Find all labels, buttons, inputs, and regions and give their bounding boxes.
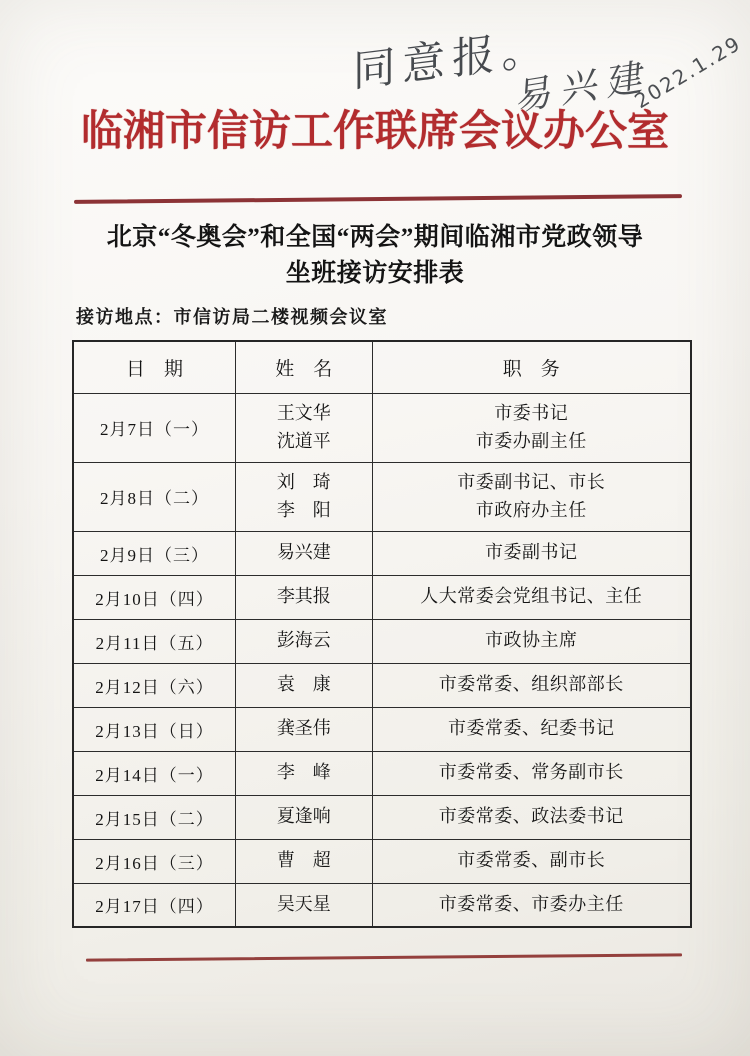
- date-cell: 2月13日（日）: [73, 707, 236, 751]
- column-header: 姓 名: [236, 341, 373, 393]
- name-cell: [236, 663, 373, 707]
- position-cell: [372, 393, 691, 462]
- name-cell: [236, 393, 373, 462]
- name-line: 沈道平: [276, 430, 331, 451]
- date-cell: 2月12日（六）: [73, 663, 236, 707]
- name-line: 易兴建: [276, 542, 331, 563]
- table-row: [73, 839, 691, 883]
- position-line: 市委副书记、市长: [457, 471, 606, 492]
- date-cell: 2月8日（二）: [73, 462, 236, 531]
- position-line: 市委常委、政法委书记: [438, 806, 624, 827]
- name-cell: [236, 462, 373, 531]
- position-line: 市委常委、副市长: [457, 850, 606, 871]
- table-row: [73, 462, 691, 531]
- position-line: 市委副书记: [485, 542, 578, 563]
- position-line: 市委常委、纪委书记: [448, 718, 615, 739]
- position-cell: [372, 795, 691, 839]
- name-line: 王文华: [276, 402, 331, 423]
- position-line: 市委书记: [494, 402, 569, 423]
- name-cell: [236, 707, 373, 751]
- position-line: 市委常委、市委办主任: [438, 893, 624, 914]
- document-title: [0, 220, 750, 293]
- schedule-table: [72, 340, 692, 928]
- date-cell: 2月7日（一）: [73, 393, 236, 462]
- position-cell: [372, 751, 691, 795]
- date-cell: 2月15日（二）: [73, 795, 236, 839]
- handwritten-date: 2022.1.29: [630, 30, 746, 114]
- position-line: 市委常委、组织部部长: [438, 674, 624, 695]
- name-cell: [236, 839, 373, 883]
- name-line: 袁 康: [276, 674, 331, 695]
- date-cell: 2月16日（三）: [73, 839, 236, 883]
- name-line: 夏逢响: [276, 806, 331, 827]
- position-line: 人大常委会党组书记、主任: [420, 586, 643, 607]
- position-cell: [372, 575, 691, 619]
- position-line: 市委常委、常务副市长: [438, 762, 624, 783]
- date-cell: 2月17日（四）: [73, 883, 236, 927]
- letterhead-rule: [74, 194, 682, 204]
- position-cell: [372, 619, 691, 663]
- location-line: 接访地点：市信访局二楼视频会议室: [76, 307, 388, 327]
- column-header: 职 务: [372, 341, 691, 393]
- letterhead-title: 临湘市信访工作联席会议办公室: [80, 109, 669, 155]
- column-header: 日 期: [73, 341, 236, 393]
- table-row: [73, 795, 691, 839]
- table-row: [73, 575, 691, 619]
- table-row: [73, 707, 691, 751]
- schedule-table-body: [73, 393, 691, 927]
- name-line: 龚圣伟: [276, 718, 331, 739]
- date-cell: 2月10日（四）: [73, 575, 236, 619]
- name-cell: [236, 795, 373, 839]
- position-line: 市政协主席: [485, 630, 578, 651]
- footer-rule: [86, 953, 682, 961]
- name-line: 李 阳: [276, 499, 331, 520]
- name-line: 曹 超: [276, 850, 331, 871]
- position-cell: [372, 839, 691, 883]
- handwritten-signature: 易兴建: [515, 53, 655, 120]
- position-cell: [372, 883, 691, 927]
- name-cell: [236, 883, 373, 927]
- table-row: [73, 531, 691, 575]
- position-cell: [372, 531, 691, 575]
- name-cell: [236, 575, 373, 619]
- position-line: 市政府办主任: [475, 499, 587, 520]
- date-cell: 2月11日（五）: [73, 619, 236, 663]
- name-line: 刘 琦: [276, 471, 331, 492]
- table-row: [73, 883, 691, 927]
- table-row: [73, 393, 691, 462]
- table-header-row: [73, 341, 691, 393]
- table-row: [73, 663, 691, 707]
- date-cell: 2月14日（一）: [73, 751, 236, 795]
- document-title-line2: 坐班接访安排表: [285, 260, 465, 288]
- name-cell: [236, 531, 373, 575]
- position-cell: [372, 707, 691, 751]
- name-line: 李 峰: [276, 762, 331, 783]
- date-cell: 2月9日（三）: [73, 531, 236, 575]
- name-line: 彭海云: [276, 630, 331, 651]
- position-cell: [372, 663, 691, 707]
- position-line: 市委办副主任: [475, 430, 587, 451]
- document-title-line1: 北京“冬奥会”和全国“两会”期间临湘市党政领导: [106, 224, 644, 251]
- name-line: 李其报: [276, 586, 331, 607]
- position-cell: [372, 462, 691, 531]
- table-row: [73, 619, 691, 663]
- handwritten-approval-note: 同意报。: [352, 22, 552, 98]
- table-row: [73, 751, 691, 795]
- name-cell: [236, 619, 373, 663]
- name-line: 吴天星: [276, 893, 331, 914]
- name-cell: [236, 751, 373, 795]
